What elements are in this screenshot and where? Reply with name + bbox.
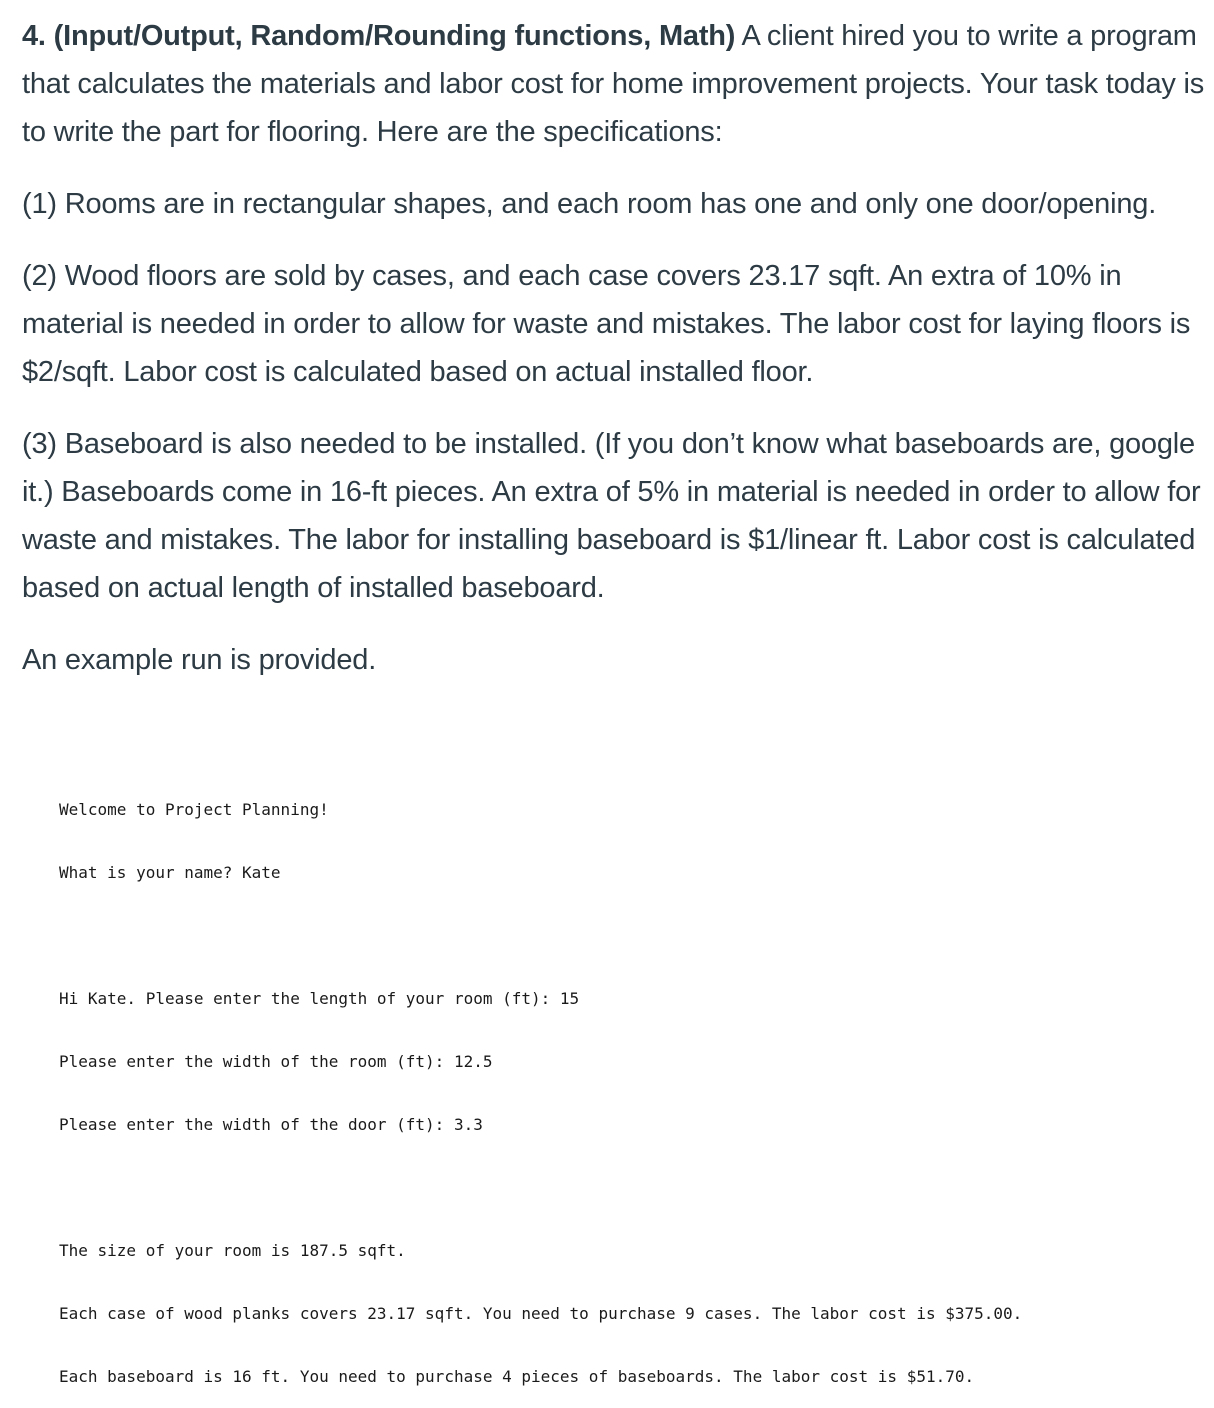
output-line-baseboards: Each baseboard is 16 ft. You need to purchase 4 pieces of baseboards. The labor cost is $51.70. bbox=[59, 1367, 975, 1386]
intro-text: A client hired you to write a program that calculates the materials and labor cost for home improvement projects. Your task today is to write the part for flooring. Here are the specifications: bbox=[22, 20, 1205, 148]
intro-paragraph bbox=[22, 12, 1208, 156]
example-run-output bbox=[59, 757, 1199, 1408]
output-line-door-prompt: Please enter the width of the door (ft): 3.3 bbox=[59, 1115, 483, 1134]
spec-1: (1) Rooms are in rectangular shapes, and each room has one and only one door/opening. bbox=[22, 188, 1157, 220]
output-line-wood-cases: Each case of wood planks covers 23.17 sqft. You need to purchase 9 cases. The labor cost is $375.00. bbox=[59, 1304, 1023, 1323]
problem-statement bbox=[22, 12, 1208, 684]
output-blank-line bbox=[59, 1177, 1199, 1198]
output-line-length-prompt: Hi Kate. Please enter the length of your room (ft): 15 bbox=[59, 989, 580, 1008]
problem-heading: 4. (Input/Output, Random/Rounding functions, Math) bbox=[22, 20, 736, 52]
output-blank-line bbox=[59, 925, 1199, 946]
output-line-welcome: Welcome to Project Planning! bbox=[59, 800, 329, 819]
output-line-name-prompt: What is your name? Kate bbox=[59, 863, 281, 882]
output-line-width-prompt: Please enter the width of the room (ft): 12.5 bbox=[59, 1052, 493, 1071]
output-line-room-size: The size of your room is 187.5 sqft. bbox=[59, 1241, 406, 1260]
spec-2: (2) Wood floors are sold by cases, and each case covers 23.17 sqft. An extra of 10% in material is needed in order to allow for waste and mistakes. The labor cost for laying floors is $2/sqft. Labor cost is calculated based on actual installed floor. bbox=[22, 260, 1191, 388]
example-note: An example run is provided. bbox=[22, 644, 377, 676]
spec-3: (3) Baseboard is also needed to be installed. (If you don’t know what baseboards are, google it.) Baseboards come in 16-ft pieces. An extra of 5% in material is needed in order to allow for waste and mistakes. The labor for installing baseboard is $1/linear ft. Labor cost is calculated based on actual length of installed baseboard. bbox=[22, 428, 1201, 604]
